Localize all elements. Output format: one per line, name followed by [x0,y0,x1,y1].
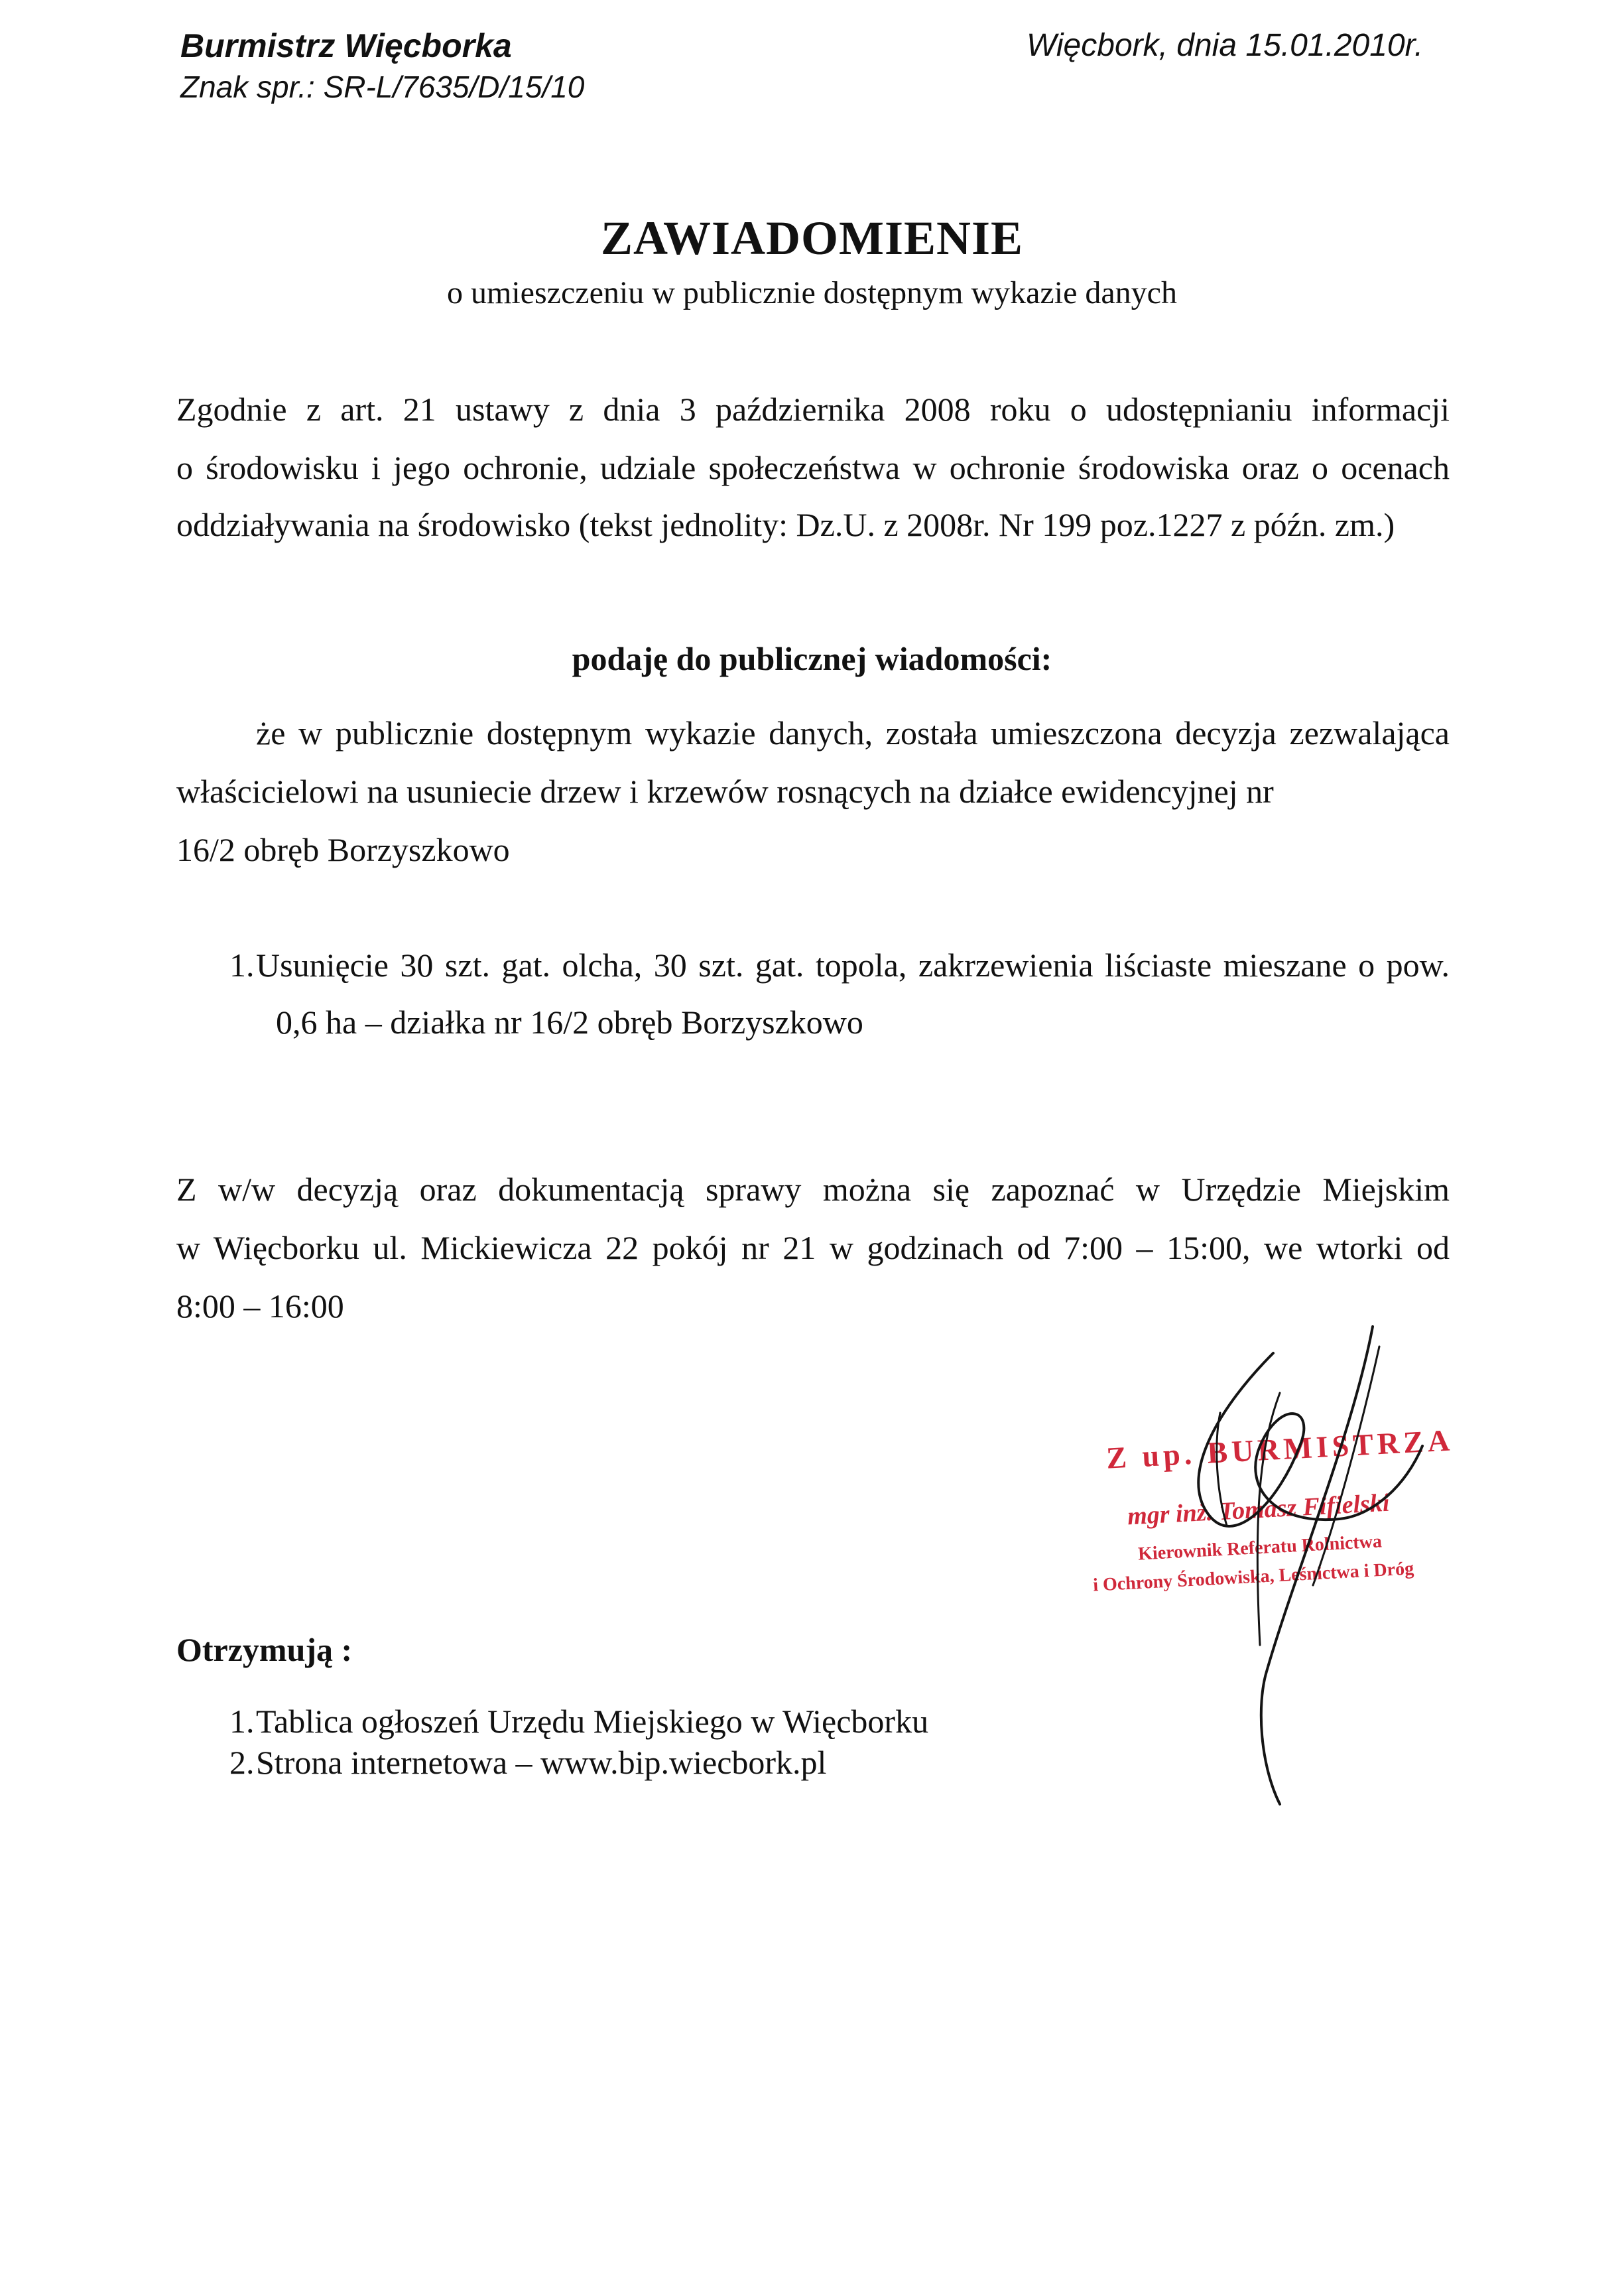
announcement-heading: podaję do publicznej wiadomości: [572,640,1052,677]
stamp-line-3: Kierownik Referatu Rolnictwa [1137,1531,1383,1565]
reference-number: Znak spr.: SR-L/7635/D/15/10 [180,70,585,104]
info-line-1: Z w/w decyzją oraz dokumentacją sprawy można się zapoznać w Urzędzie Miejskim [176,1171,1450,1208]
info-line-3: 8:00 – 16:00 [176,1287,344,1325]
info-line-2: w Więcborku ul. Mickiewicza 22 pokój nr 21 w godzinach od 7:00 – 15:00, we wtorki od [176,1229,1450,1266]
issuer: Burmistrz Więcborka [180,27,512,64]
intro-line-3: oddziaływania na środowisko (tekst jednolity: Dz.U. z 2008r. Nr 199 poz.1227 z późn. zm.) [176,506,1395,543]
item-number: 1. [229,947,255,984]
intro-line-1: Zgodnie z art. 21 ustawy z dnia 3 października 2008 roku o udostępnianiu informacji [176,391,1450,428]
recipient-2: Strona internetowa – www.bip.wiecbork.pl [256,1744,827,1781]
document-title: ZAWIADOMIENIE [600,212,1024,265]
place-date: Więcbork, dnia 15.01.2010r. [1027,28,1424,63]
decision-line-3: 16/2 obręb Borzyszkowo [176,831,510,868]
decision-line-1: że w publicznie dostępnym wykazie danych, została umieszczona decyzja zezwalająca [256,714,1450,752]
stamp-line-2: mgr inż. Tomasz Fifielski [1127,1488,1391,1531]
stamp-line-4: i Ochrony Środowiska, Leśnictwa i Dróg [1092,1558,1414,1596]
recipient-2-number: 2. [229,1744,255,1781]
document-subtitle: o umieszczeniu w publicznie dostępnym wykazie danych [447,275,1177,310]
intro-line-2: o środowisku i jego ochronie, udziale społeczeństwa w ochronie środowiska oraz o ocenach [176,449,1450,486]
recipient-1-number: 1. [229,1703,255,1740]
stamp-line-1: Z up. BURMISTRZA [1105,1423,1455,1475]
item-line-2: 0,6 ha – działka nr 16/2 obręb Borzyszkowo [276,1004,863,1041]
recipients-heading: Otrzymują : [176,1631,353,1668]
handwritten-signature [1061,1300,1525,1817]
decision-line-2: właścicielowi na usuniecie drzew i krzewów rosnących na działce ewidencyjnej nr [176,773,1274,810]
item-line-1: Usunięcie 30 szt. gat. olcha, 30 szt. gat. topola, zakrzewienia liściaste mieszane o pow. [256,947,1450,984]
recipient-1: Tablica ogłoszeń Urzędu Miejskiego w Więcborku [256,1703,929,1740]
